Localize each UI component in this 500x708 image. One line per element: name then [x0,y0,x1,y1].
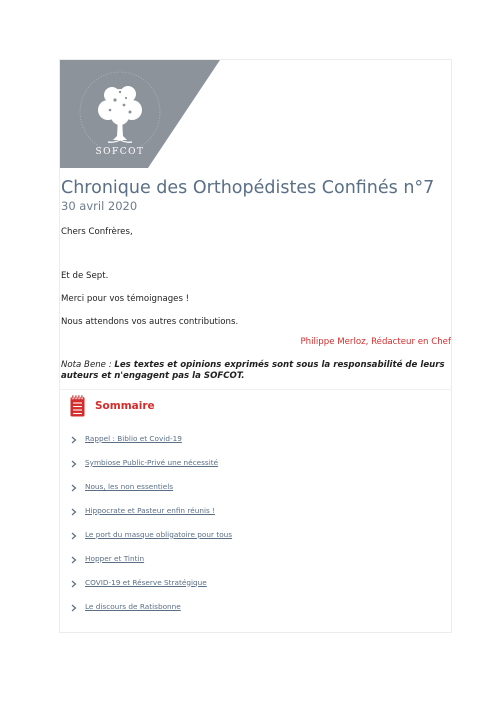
notepad-icon [70,395,85,417]
issue-date: 30 avril 2020 [61,199,138,213]
toc-item[interactable] [70,450,232,474]
greeting-text: Chers Confrères, [61,227,133,237]
nota-bene-label: Nota Bene : [61,360,115,370]
chevron-right-icon [70,460,78,468]
toc-item[interactable] [70,498,232,522]
chevron-right-icon [70,532,78,540]
nota-bene-text: Les textes et opinions exprimés sont sous la responsabilité de leurs auteurs et n'engagent pas la SOFCOT. [61,360,445,381]
signature: Philippe Merloz, Rédacteur en Chef [300,337,451,347]
toc-link[interactable]: Le discours de Ratisbonne [85,601,181,611]
toc-item[interactable] [70,546,232,570]
sommaire-title: Sommaire [95,400,155,412]
chevron-right-icon [70,508,78,516]
chevron-right-icon [70,580,78,588]
page-title: Chronique des Orthopédistes Confinés n°7 [61,178,435,198]
toc-link[interactable]: Le port du masque obligatoire pour tous [85,529,233,539]
sommaire-panel [60,389,452,634]
toc-item[interactable] [70,570,232,594]
toc-link[interactable]: Symbiose Public-Privé une nécessité [85,457,219,467]
nota-bene [61,360,453,382]
sommaire-list [70,426,232,618]
chevron-right-icon [70,556,78,564]
toc-link[interactable]: Rappel : Biblio et Covid-19 [85,433,182,443]
toc-item[interactable] [70,426,232,450]
toc-item[interactable] [70,522,232,546]
logo-brand-text: SOFCOT [95,147,145,157]
toc-link[interactable]: Hippocrate et Pasteur enfin réunis ! [85,505,216,515]
chevron-right-icon [70,604,78,612]
thanks-line: Merci pour vos témoignages ! [61,294,190,304]
toc-item[interactable] [70,594,232,618]
chevron-right-icon [70,484,78,492]
sommaire-header [70,394,155,418]
toc-link[interactable]: COVID-19 et Réserve Stratégique [85,577,207,587]
intro-line: Et de Sept. [61,271,109,281]
chevron-right-icon [70,436,78,444]
contributions-line: Nous attendons vos autres contributions. [61,317,239,327]
toc-link[interactable]: Nous, les non essentiels [85,481,174,491]
sofcot-logo [60,60,220,168]
tree-logo-icon [60,60,220,168]
toc-item[interactable] [70,474,232,498]
toc-link[interactable]: Hopper et Tintin [85,553,145,563]
